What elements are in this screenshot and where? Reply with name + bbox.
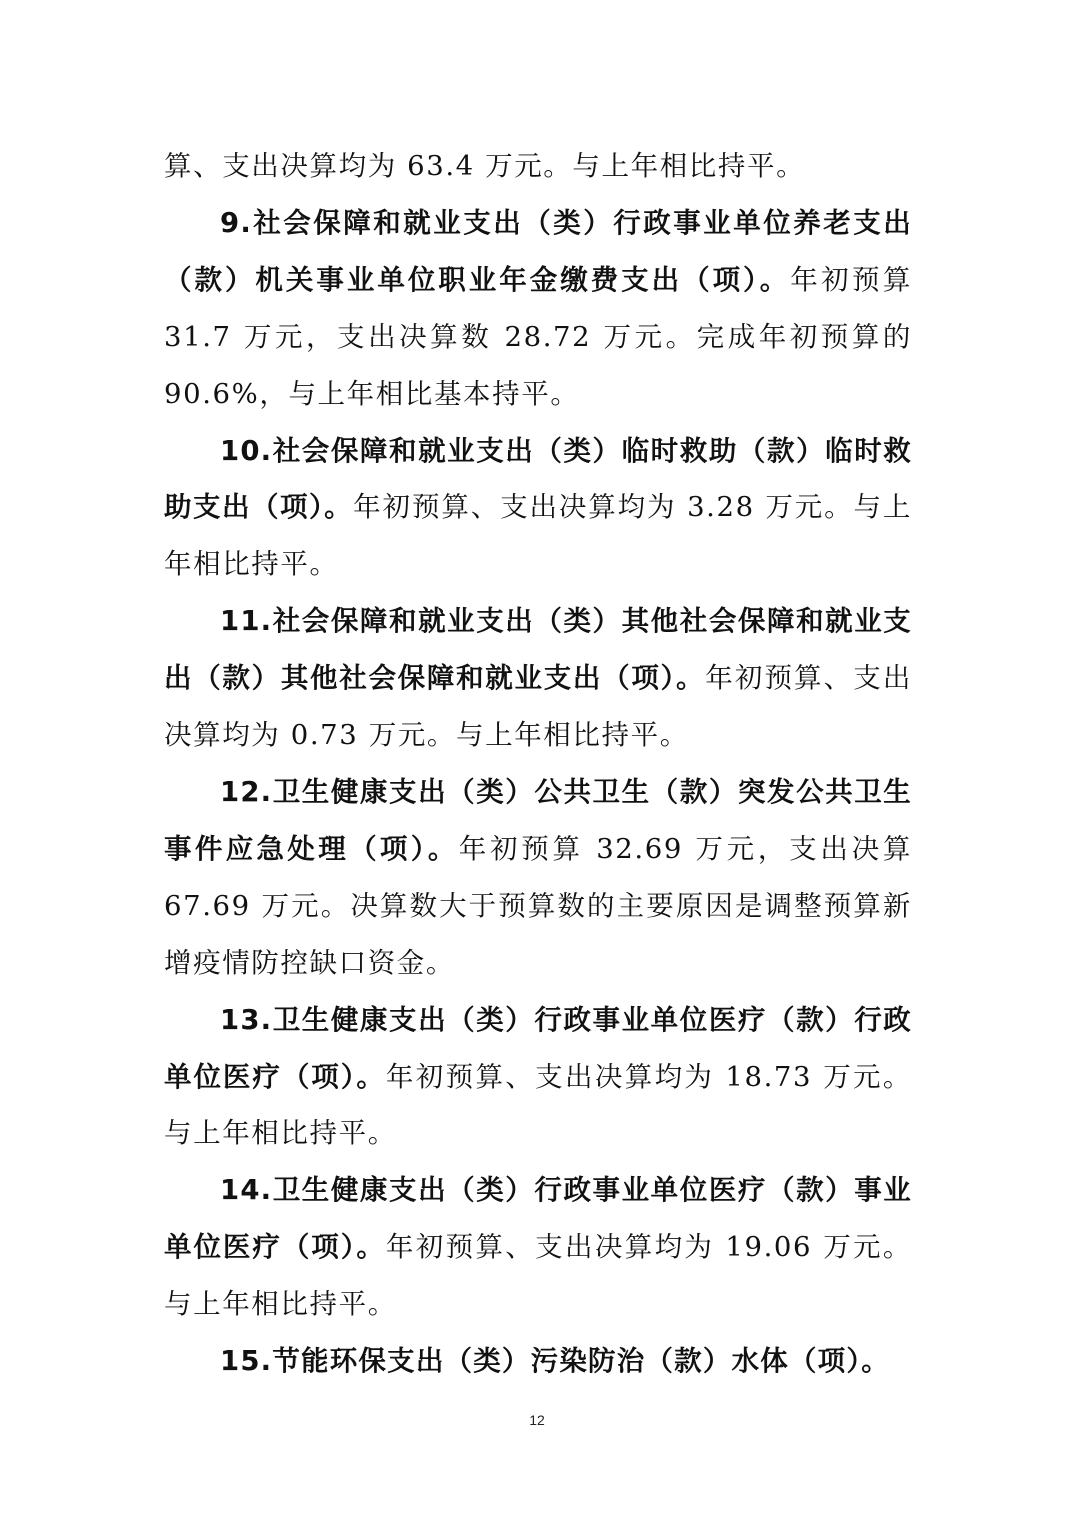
paragraph-text: 年初预算 32.69 万元，支出决算 67.69 万元。决算数大于预算数的主要原因是调整预算新增疫情防控缺口资金。	[164, 832, 913, 979]
paragraph-heading: 12.卫生健康支出（类）公共卫生（款）突发公共卫生事件应急处理（项）。	[164, 775, 912, 865]
paragraph-item-13	[164, 992, 912, 1163]
page-number: 12	[529, 1412, 545, 1428]
paragraph-item-12	[164, 764, 912, 992]
paragraph-text: 年初预算、支出决算均为 0.73 万元。与上年相比持平。	[164, 662, 912, 752]
document-body	[164, 138, 912, 1390]
paragraph-heading: 9.社会保障和就业支出（类）行政事业单位养老支出（款）机关事业单位职业年金缴费支出（项）。	[164, 206, 912, 296]
paragraph-text: 年初预算 31.7 万元，支出决算数 28.72 万元。完成年初预算的 90.6%，与上年相比基本持平。	[164, 263, 912, 410]
paragraph-heading: 15.节能环保支出（类）污染防治（款）水体（项）。	[220, 1345, 890, 1378]
paragraph-heading: 14.卫生健康支出（类）行政事业单位医疗（款）事业单位医疗（项）。	[164, 1174, 912, 1264]
paragraph-item-11	[164, 593, 912, 764]
paragraph-text: 年初预算、支出决算均为 18.73 万元。与上年相比持平。	[164, 1060, 912, 1150]
paragraph-item-14	[164, 1162, 912, 1333]
paragraph-item-15	[164, 1333, 912, 1390]
paragraph-text: 算、支出决算均为 63.4 万元。与上年相比持平。	[164, 150, 806, 182]
paragraph-heading: 10.社会保障和就业支出（类）临时救助（款）临时救助支出（项）。	[164, 434, 912, 524]
paragraph-text: 年初预算、支出决算均为 3.28 万元。与上年相比持平。	[164, 491, 912, 581]
paragraph-heading: 13.卫生健康支出（类）行政事业单位医疗（款）行政单位医疗（项）。	[164, 1003, 912, 1093]
paragraph-continuation	[164, 138, 912, 195]
paragraph-item-10	[164, 423, 912, 594]
paragraph-text: 年初预算、支出决算均为 19.06 万元。与上年相比持平。	[164, 1231, 912, 1321]
paragraph-item-9	[164, 195, 912, 423]
paragraph-heading: 11.社会保障和就业支出（类）其他社会保障和就业支出（款）其他社会保障和就业支出（项）。	[164, 605, 912, 695]
